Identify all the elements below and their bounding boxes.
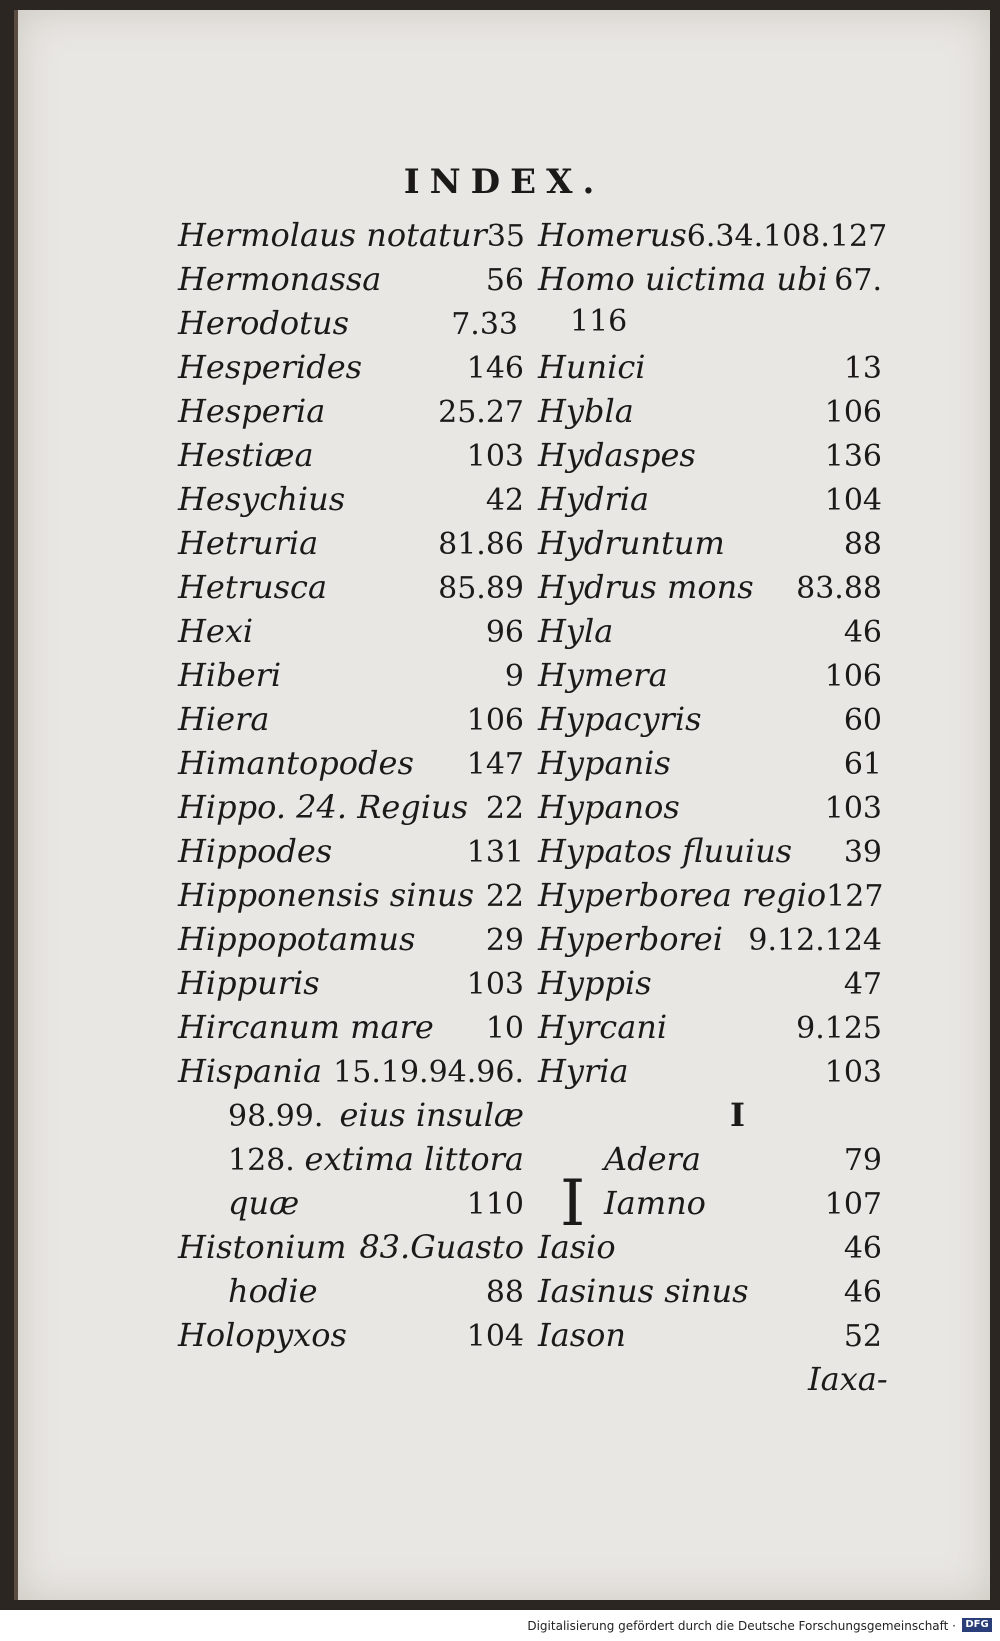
index-entry — [538, 216, 888, 260]
index-entry — [178, 1228, 524, 1272]
entry-pages: 81.86 — [438, 527, 524, 562]
index-entry — [178, 260, 524, 304]
entry-pages: 22 — [485, 879, 524, 914]
entry-pages: 25.27 — [438, 395, 524, 430]
index-entry — [538, 260, 882, 304]
entry-name: Iasio — [538, 1228, 616, 1266]
index-entry — [538, 480, 882, 524]
index-subentry — [178, 1140, 524, 1184]
entry-name: Hypanos — [538, 788, 680, 826]
entry-name: 128. — [228, 1143, 295, 1178]
entry-name: Hippodes — [178, 832, 333, 870]
index-entry — [178, 1316, 524, 1360]
entry-name: Hermonassa — [178, 260, 382, 298]
entry-pages: 106 — [824, 659, 882, 694]
entry-name: Hetrusca — [178, 568, 328, 606]
index-entry — [538, 392, 882, 436]
entry-name: Hiera — [178, 700, 270, 738]
entry-pages: 35 — [486, 219, 526, 254]
index-entry — [178, 876, 524, 920]
footer-credit: Digitalisierung gefördert durch die Deutsche Forschungsgemeinschaft · — [527, 1619, 956, 1633]
entry-pages: 10 — [485, 1011, 524, 1046]
entry-name: Hiberi — [178, 656, 282, 694]
entry-name: Histonium — [178, 1228, 347, 1266]
entry-name: Hestiæa — [178, 436, 314, 474]
index-entry — [178, 832, 524, 876]
entry-name: Iason — [538, 1316, 627, 1354]
entry-name: Iasinus sinus — [538, 1272, 749, 1310]
entry-pages: 15.19.94.96. — [333, 1055, 524, 1090]
index-entry — [538, 1008, 882, 1052]
entry-name: Hypacyris — [538, 700, 702, 738]
entry-pages: 83.88 — [796, 571, 882, 606]
entry-pages: 131 — [466, 835, 524, 870]
entry-pages: 136 — [824, 439, 882, 474]
digitization-footer — [0, 1610, 1000, 1641]
index-entry — [178, 480, 524, 524]
entry-pages: 46 — [843, 1231, 882, 1266]
entry-pages: 107 — [824, 1187, 882, 1222]
index-subentry — [178, 1096, 524, 1140]
entry-name: Hydria — [538, 480, 650, 518]
entry-name: Iamno — [604, 1184, 706, 1222]
index-subentry — [178, 1272, 524, 1316]
index-entry — [538, 656, 882, 700]
entry-pages: 60 — [843, 703, 882, 738]
entry-pages: 106 — [466, 703, 524, 738]
index-entry — [178, 612, 524, 656]
index-entry — [538, 524, 882, 568]
book-page — [14, 10, 990, 1600]
entry-pages: 56 — [485, 263, 524, 298]
entry-pages: 83.Guasto — [359, 1228, 524, 1266]
index-entry — [538, 876, 882, 920]
entry-name: Adera — [604, 1140, 701, 1178]
entry-pages: 106 — [824, 395, 882, 430]
entry-name: Hippopotamus — [178, 920, 416, 958]
index-entry — [178, 1008, 524, 1052]
section-initial: I — [560, 1167, 586, 1241]
entry-name: Hydrus mons — [538, 568, 754, 606]
entry-pages: 104 — [466, 1319, 524, 1354]
dfg-logo: DFG — [962, 1618, 992, 1632]
entry-pages: 46 — [843, 615, 882, 650]
entry-name: Hircanum mare — [178, 1008, 434, 1046]
entry-name: Hyperborei — [538, 920, 723, 958]
entry-pages: 39 — [843, 835, 882, 870]
entry-pages: 88 — [843, 527, 882, 562]
index-entry — [538, 964, 882, 1008]
index-entry — [178, 744, 524, 788]
index-entry — [178, 920, 524, 964]
entry-pages: 61 — [843, 747, 882, 782]
entry-name: Hyrcani — [538, 1008, 668, 1046]
index-entry — [178, 216, 524, 260]
entry-name: Homo uictima ubi — [538, 260, 828, 298]
entry-name: Hyria — [538, 1052, 629, 1090]
entry-name: Himantopodes — [178, 744, 414, 782]
entry-pages: 88 — [485, 1275, 524, 1310]
entry-pages: extima littora — [304, 1140, 524, 1178]
entry-pages: 42 — [485, 483, 524, 518]
index-subentry — [178, 1184, 524, 1228]
index-entry — [538, 612, 882, 656]
entry-pages: 46 — [843, 1275, 882, 1310]
index-entry — [604, 1140, 882, 1184]
entry-pages: 52 — [843, 1319, 882, 1354]
index-entry — [538, 832, 882, 876]
entry-name: quæ — [228, 1184, 300, 1222]
entry-pages: 22 — [485, 791, 524, 826]
entry-name: Hyppis — [538, 964, 652, 1002]
entry-pages: 9 — [504, 659, 524, 694]
entry-name: Hypanis — [538, 744, 671, 782]
entry-name: Hispania — [178, 1052, 323, 1090]
entry-pages: 103 — [824, 791, 882, 826]
entry-name: Hippo. 24. Regius — [178, 788, 468, 826]
entry-name: Hexi — [178, 612, 254, 650]
index-entry — [178, 436, 524, 480]
entry-name: Hippuris — [178, 964, 320, 1002]
entry-name: Hyla — [538, 612, 614, 650]
entry-name: Hunici — [538, 348, 646, 386]
entry-name: Hesperia — [178, 392, 326, 430]
entry-name: Herodotus — [178, 304, 350, 342]
entry-name: Holopyxos — [178, 1316, 347, 1354]
entry-pages: 103 — [466, 439, 524, 474]
index-entry — [178, 788, 524, 832]
index-entry — [538, 568, 882, 612]
entry-name: Hyperborea regio — [538, 876, 827, 914]
entry-name: Hermolaus notatur — [178, 216, 487, 254]
index-entry — [538, 1316, 882, 1360]
index-entry — [178, 964, 524, 1008]
entry-name: Hybla — [538, 392, 634, 430]
entry-pages: 85.89 — [438, 571, 524, 606]
entry-pages: 47 — [843, 967, 882, 1002]
index-entry — [178, 348, 524, 392]
index-entry — [178, 656, 524, 700]
entry-name: Hetruria — [178, 524, 319, 562]
entry-pages: 7.33 — [451, 307, 518, 342]
entry-name: Hipponensis sinus — [178, 876, 475, 914]
entry-name: Homerus — [538, 216, 687, 254]
entry-pages: eius insulæ — [339, 1096, 524, 1134]
index-entry — [538, 348, 882, 392]
entry-pages: 110 — [466, 1187, 524, 1222]
entry-pages: 9.125 — [796, 1011, 882, 1046]
index-entry — [538, 436, 882, 480]
index-entry — [538, 1272, 882, 1316]
index-entry — [604, 1184, 882, 1228]
entry-name: Hypatos fluuius — [538, 832, 793, 870]
index-entry — [538, 700, 882, 744]
entry-pages: 103 — [824, 1055, 882, 1090]
index-entry — [178, 392, 524, 436]
index-entry — [538, 744, 882, 788]
entry-pages: 67. — [834, 263, 882, 298]
entry-pages: 147 — [466, 747, 524, 782]
index-entry — [178, 1052, 524, 1096]
index-entry — [538, 1052, 882, 1096]
index-entry — [570, 304, 914, 348]
entry-pages: 29 — [485, 923, 524, 958]
entry-pages: 104 — [824, 483, 882, 518]
index-entry — [178, 700, 524, 744]
index-entry — [178, 304, 518, 348]
entry-pages: 6.34.108.127 — [686, 219, 888, 254]
entry-pages: 146 — [466, 351, 524, 386]
entry-pages: 9.12.124 — [748, 923, 882, 958]
entry-pages: 96 — [485, 615, 524, 650]
entry-name: Hesychius — [178, 480, 346, 518]
index-entry — [538, 1228, 882, 1272]
entry-name: Hesperides — [178, 348, 363, 386]
entry-pages: 103 — [466, 967, 524, 1002]
index-entry — [178, 524, 524, 568]
entry-pages: 127 — [826, 879, 884, 914]
entry-name: Hydruntum — [538, 524, 725, 562]
index-entry — [538, 920, 882, 964]
catchword: Iaxa- — [808, 1360, 888, 1398]
entry-pages: 13 — [843, 351, 882, 386]
entry-name: 116 — [570, 304, 628, 339]
entry-name: Hymera — [538, 656, 668, 694]
letter-heading: I — [730, 1096, 745, 1134]
page-heading: INDEX. — [403, 162, 605, 202]
index-entry — [178, 568, 524, 612]
index-entry — [538, 788, 882, 832]
entry-name: 98.99. — [228, 1099, 324, 1134]
entry-name: hodie — [228, 1272, 318, 1310]
entry-pages: 79 — [843, 1143, 882, 1178]
entry-name: Hydaspes — [538, 436, 696, 474]
